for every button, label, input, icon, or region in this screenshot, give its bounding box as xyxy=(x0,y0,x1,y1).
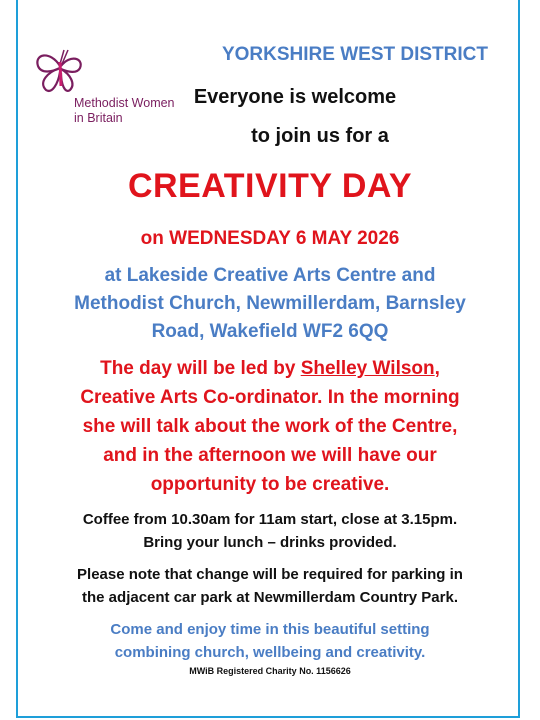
logo-text xyxy=(74,96,175,126)
venue-line2: Methodist Church, Newmillerdam, Barnsley xyxy=(74,293,466,314)
leader-suffix: , xyxy=(434,358,440,379)
event-title: CREATIVITY DAY xyxy=(127,167,413,205)
venue-line1: at Lakeside Creative Arts Centre and xyxy=(104,265,436,286)
lunch-line: Bring your lunch – drinks provided. xyxy=(143,534,397,551)
leader-line1 xyxy=(20,354,520,383)
butterfly-icon xyxy=(30,42,90,102)
parking-line1: Please note that change will be required for parking in xyxy=(77,566,463,583)
venue-block xyxy=(20,262,520,346)
parking-block xyxy=(20,563,520,609)
logo-line2: in Britain xyxy=(74,111,123,125)
leader-block xyxy=(20,354,520,499)
times-block xyxy=(20,508,520,554)
leader-line3: she will talk about the work of the Centre, xyxy=(82,416,458,437)
welcome-line: Everyone is welcome xyxy=(193,86,397,108)
leader-name: Shelley Wilson xyxy=(300,358,435,379)
parking-line2: the adjacent car park at Newmillerdam Country Park. xyxy=(82,589,458,606)
closing-block xyxy=(20,618,520,664)
logo-line1: Methodist Women xyxy=(74,96,175,110)
venue-line3: Road, Wakefield WF2 6QQ xyxy=(151,321,389,342)
event-date: on WEDNESDAY 6 MAY 2026 xyxy=(140,228,400,249)
district-heading: YORKSHIRE WEST DISTRICT xyxy=(221,44,488,65)
closing-line1: Come and enjoy time in this beautiful setting xyxy=(110,621,430,638)
times-line: Coffee from 10.30am for 11am start, close at 3.15pm. xyxy=(82,511,458,528)
leader-line2: Creative Arts Co-ordinator. In the morning xyxy=(80,387,460,408)
closing-line2: combining church, wellbeing and creativity. xyxy=(114,644,426,661)
leader-line5: opportunity to be creative. xyxy=(150,474,390,495)
leader-prefix: The day will be led by xyxy=(100,358,301,379)
charity-number: MWiB Registered Charity No. 1156626 xyxy=(189,666,351,676)
leader-line4: and in the afternoon we will have our xyxy=(103,445,437,466)
join-line: to join us for a xyxy=(251,125,389,147)
